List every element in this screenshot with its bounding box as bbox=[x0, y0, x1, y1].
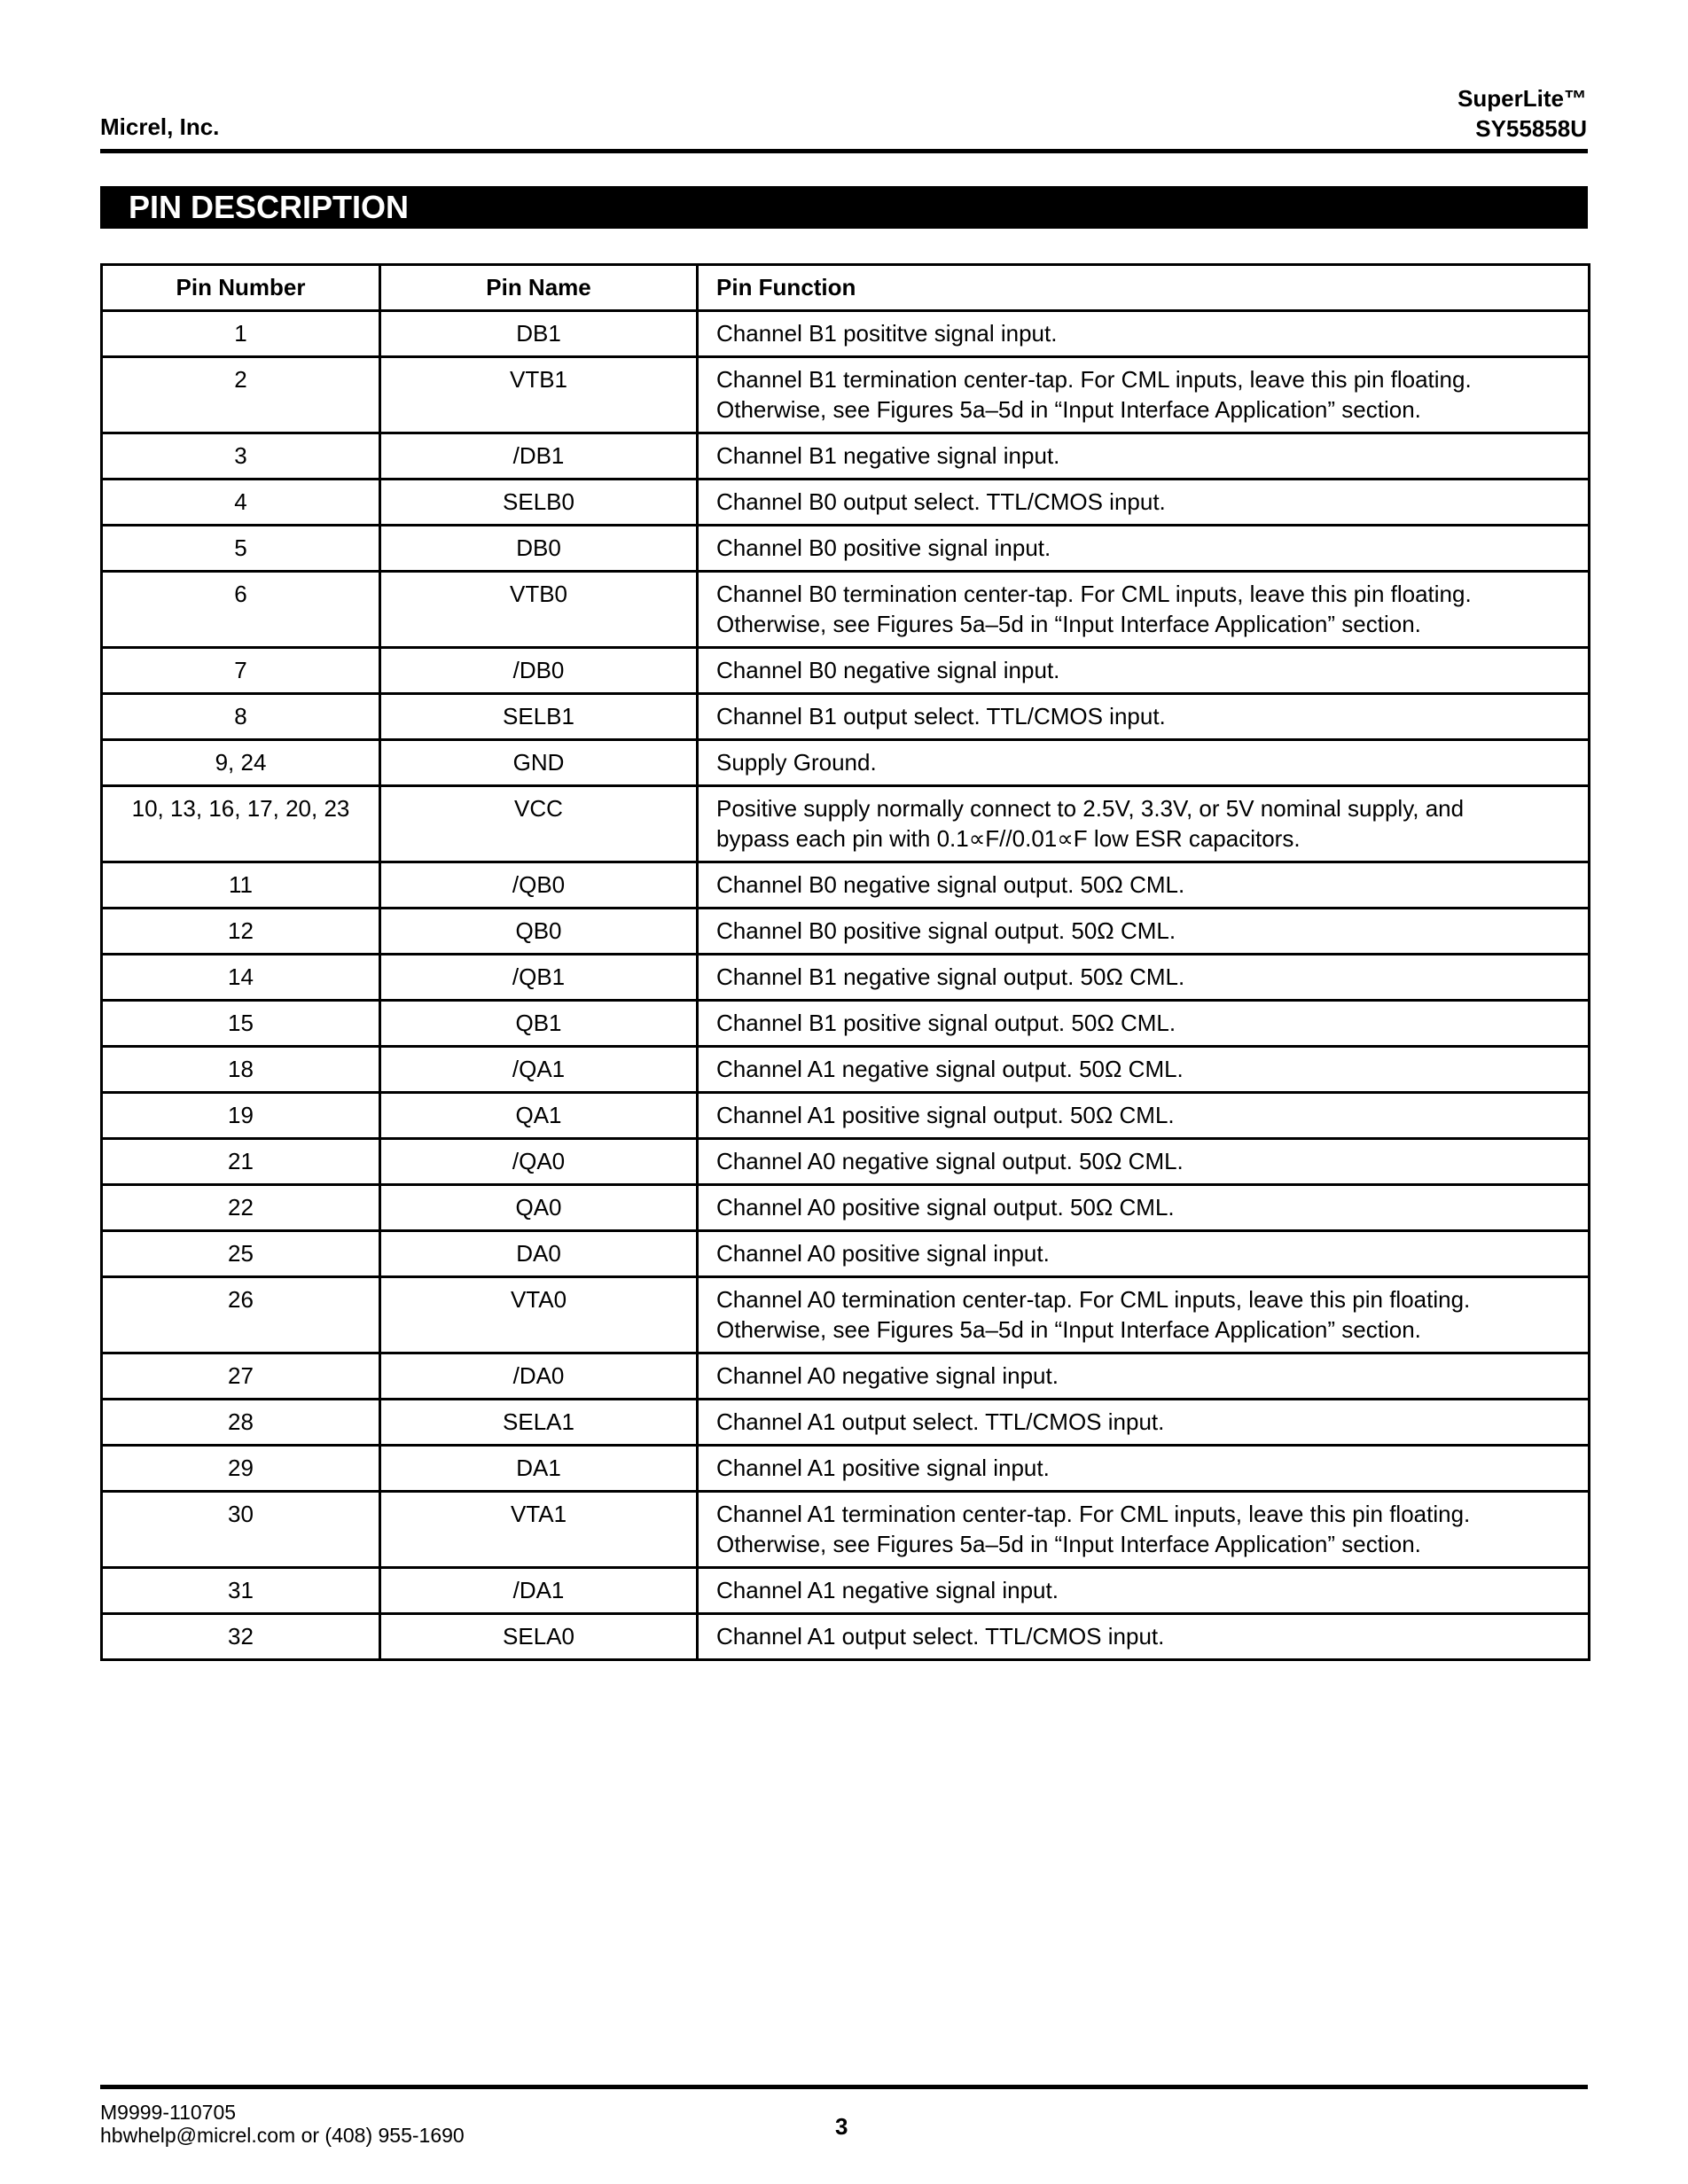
pin-name-cell: /DA1 bbox=[380, 1568, 698, 1614]
pin-number-cell: 4 bbox=[102, 480, 380, 526]
table-row bbox=[102, 955, 1590, 1001]
table-row bbox=[102, 909, 1590, 955]
pin-number-cell: 21 bbox=[102, 1139, 380, 1185]
table-row bbox=[102, 862, 1590, 909]
header-pin-function: Pin Function bbox=[698, 265, 1590, 311]
pin-number-cell: 27 bbox=[102, 1353, 380, 1400]
pin-number-cell: 32 bbox=[102, 1614, 380, 1660]
table-row bbox=[102, 357, 1590, 433]
pin-function-cell bbox=[698, 480, 1590, 526]
pin-function-cell bbox=[698, 1277, 1590, 1353]
pin-name-cell: GND bbox=[380, 740, 698, 786]
pin-number-cell: 11 bbox=[102, 862, 380, 909]
pin-name-cell: SELB1 bbox=[380, 694, 698, 740]
pin-number-cell: 8 bbox=[102, 694, 380, 740]
pin-name-cell: QA1 bbox=[380, 1093, 698, 1139]
pin-number-cell: 6 bbox=[102, 572, 380, 648]
pin-function-line: Channel A1 termination center-tap. For CML inputs, leave this pin floating. bbox=[716, 1501, 1471, 1527]
pin-description-table bbox=[100, 263, 1590, 1661]
pin-function-line: Channel A0 positive signal output. 50Ω CML. bbox=[716, 1194, 1175, 1221]
pin-function-cell bbox=[698, 1139, 1590, 1185]
header-pin-name: Pin Name bbox=[380, 265, 698, 311]
pin-function-cell bbox=[698, 433, 1590, 480]
pin-number-cell: 15 bbox=[102, 1001, 380, 1047]
pin-function-line: Channel A0 termination center-tap. For CML inputs, leave this pin floating. bbox=[716, 1286, 1471, 1313]
document-number: M9999-110705 bbox=[100, 2101, 237, 2124]
table-row bbox=[102, 1277, 1590, 1353]
pin-function-cell bbox=[698, 786, 1590, 862]
table-row bbox=[102, 1400, 1590, 1446]
pin-function-cell bbox=[698, 862, 1590, 909]
pin-function-line: Otherwise, see Figures 5a–5d in “Input Interface Application” section. bbox=[716, 1316, 1421, 1343]
pin-name-cell: /DB0 bbox=[380, 648, 698, 694]
pin-name-cell: VTB1 bbox=[380, 357, 698, 433]
table-row bbox=[102, 1231, 1590, 1277]
pin-name-cell: DA1 bbox=[380, 1446, 698, 1492]
product-identifier bbox=[1457, 83, 1587, 144]
pin-name-cell: /QA1 bbox=[380, 1047, 698, 1093]
pin-function-line: Channel B0 termination center-tap. For CML inputs, leave this pin floating. bbox=[716, 581, 1472, 607]
pin-function-cell bbox=[698, 1400, 1590, 1446]
pin-function-line: Channel A0 negative signal input. bbox=[716, 1362, 1059, 1389]
table-row bbox=[102, 1047, 1590, 1093]
pin-name-cell: QB0 bbox=[380, 909, 698, 955]
pin-function-line: Otherwise, see Figures 5a–5d in “Input Interface Application” section. bbox=[716, 1531, 1421, 1557]
pin-name-cell: QB1 bbox=[380, 1001, 698, 1047]
pin-number-cell: 14 bbox=[102, 955, 380, 1001]
pin-function-line: Channel B0 negative signal output. 50Ω CML. bbox=[716, 871, 1185, 898]
pin-function-cell bbox=[698, 1093, 1590, 1139]
pin-number-cell: 5 bbox=[102, 526, 380, 572]
pin-function-line: Channel B1 negative signal output. 50Ω CML. bbox=[716, 963, 1185, 990]
pin-number-cell: 26 bbox=[102, 1277, 380, 1353]
table-row bbox=[102, 1614, 1590, 1660]
pin-number-cell: 9, 24 bbox=[102, 740, 380, 786]
pin-number-cell: 18 bbox=[102, 1047, 380, 1093]
pin-name-cell: /QB1 bbox=[380, 955, 698, 1001]
part-number: SY55858U bbox=[1475, 115, 1587, 142]
pin-name-cell: SELB0 bbox=[380, 480, 698, 526]
table-row bbox=[102, 1492, 1590, 1568]
pin-function-line: Channel A1 positive signal input. bbox=[716, 1455, 1050, 1481]
pin-name-cell: DB0 bbox=[380, 526, 698, 572]
pin-function-line: Channel B1 positive signal output. 50Ω CML. bbox=[716, 1010, 1176, 1036]
pin-function-line: bypass each pin with 0.1∝F//0.01∝F low ESR capacitors. bbox=[716, 825, 1301, 852]
pin-number-cell: 12 bbox=[102, 909, 380, 955]
pin-function-cell bbox=[698, 1185, 1590, 1231]
pin-function-cell bbox=[698, 909, 1590, 955]
pin-function-line: Channel A1 output select. TTL/CMOS input. bbox=[716, 1623, 1165, 1650]
pin-function-cell bbox=[698, 1492, 1590, 1568]
pin-function-cell bbox=[698, 357, 1590, 433]
pin-function-line: Channel B0 negative signal input. bbox=[716, 657, 1060, 683]
pin-function-line: Otherwise, see Figures 5a–5d in “Input Interface Application” section. bbox=[716, 396, 1421, 423]
pin-number-cell: 28 bbox=[102, 1400, 380, 1446]
pin-number-cell: 22 bbox=[102, 1185, 380, 1231]
table-row bbox=[102, 480, 1590, 526]
pin-function-cell bbox=[698, 1446, 1590, 1492]
pin-name-cell: VTA1 bbox=[380, 1492, 698, 1568]
pin-function-line: Channel B1 negative signal input. bbox=[716, 442, 1060, 469]
pin-function-line: Channel B1 posititve signal input. bbox=[716, 320, 1058, 347]
pin-name-cell: SELA1 bbox=[380, 1400, 698, 1446]
pin-function-line: Channel A1 positive signal output. 50Ω CML. bbox=[716, 1102, 1175, 1128]
pin-function-cell bbox=[698, 1047, 1590, 1093]
pin-function-line: Supply Ground. bbox=[716, 749, 877, 776]
pin-function-cell bbox=[698, 955, 1590, 1001]
pin-function-cell bbox=[698, 1568, 1590, 1614]
table-row bbox=[102, 1353, 1590, 1400]
pin-function-cell bbox=[698, 1231, 1590, 1277]
table-row bbox=[102, 572, 1590, 648]
footer-info bbox=[100, 2101, 465, 2147]
table-row bbox=[102, 433, 1590, 480]
pin-number-cell: 31 bbox=[102, 1568, 380, 1614]
table-row bbox=[102, 526, 1590, 572]
pin-function-cell bbox=[698, 740, 1590, 786]
pin-function-line: Channel B1 termination center-tap. For CML inputs, leave this pin floating. bbox=[716, 366, 1472, 393]
table-row bbox=[102, 648, 1590, 694]
pin-function-line: Channel A1 output select. TTL/CMOS input. bbox=[716, 1408, 1165, 1435]
table-row bbox=[102, 740, 1590, 786]
pin-name-cell: DB1 bbox=[380, 311, 698, 357]
table-row bbox=[102, 1139, 1590, 1185]
table-row bbox=[102, 1446, 1590, 1492]
pin-function-cell bbox=[698, 694, 1590, 740]
pin-function-line: Channel B1 output select. TTL/CMOS input. bbox=[716, 703, 1166, 729]
pin-function-line: Channel B0 positive signal output. 50Ω CML. bbox=[716, 917, 1176, 944]
pin-function-line: Channel A1 negative signal input. bbox=[716, 1577, 1059, 1603]
table-row bbox=[102, 1093, 1590, 1139]
contact-info: hbwhelp@micrel.com or (408) 955-1690 bbox=[100, 2124, 465, 2147]
pin-name-cell: VTB0 bbox=[380, 572, 698, 648]
pin-name-cell: DA0 bbox=[380, 1231, 698, 1277]
pin-function-line: Channel A1 negative signal output. 50Ω CML. bbox=[716, 1056, 1184, 1082]
pin-function-line: Channel A0 negative signal output. 50Ω CML. bbox=[716, 1148, 1184, 1174]
pin-number-cell: 10, 13, 16, 17, 20, 23 bbox=[102, 786, 380, 862]
pin-number-cell: 25 bbox=[102, 1231, 380, 1277]
page-number: 3 bbox=[835, 2113, 848, 2140]
table-row bbox=[102, 694, 1590, 740]
table-row bbox=[102, 786, 1590, 862]
footer-rule bbox=[100, 2085, 1588, 2089]
pin-function-cell bbox=[698, 648, 1590, 694]
pin-function-cell bbox=[698, 572, 1590, 648]
pin-name-cell: /QB0 bbox=[380, 862, 698, 909]
pin-function-cell bbox=[698, 1614, 1590, 1660]
pin-function-line: Channel B0 positive signal input. bbox=[716, 534, 1051, 561]
pin-function-cell bbox=[698, 1001, 1590, 1047]
pin-function-line: Otherwise, see Figures 5a–5d in “Input Interface Application” section. bbox=[716, 611, 1421, 637]
pin-name-cell: VCC bbox=[380, 786, 698, 862]
header-rule bbox=[100, 149, 1588, 153]
pin-function-cell bbox=[698, 311, 1590, 357]
pin-name-cell: SELA0 bbox=[380, 1614, 698, 1660]
pin-number-cell: 30 bbox=[102, 1492, 380, 1568]
pin-number-cell: 19 bbox=[102, 1093, 380, 1139]
company-name: Micrel, Inc. bbox=[100, 113, 220, 140]
table-row bbox=[102, 1001, 1590, 1047]
pin-number-cell: 2 bbox=[102, 357, 380, 433]
pin-name-cell: /QA0 bbox=[380, 1139, 698, 1185]
pin-number-cell: 7 bbox=[102, 648, 380, 694]
table-row bbox=[102, 311, 1590, 357]
pin-number-cell: 3 bbox=[102, 433, 380, 480]
table-header-row bbox=[102, 265, 1590, 311]
pin-number-cell: 1 bbox=[102, 311, 380, 357]
table-row bbox=[102, 1185, 1590, 1231]
section-title: PIN DESCRIPTION bbox=[100, 186, 1588, 229]
pin-function-line: Channel B0 output select. TTL/CMOS input. bbox=[716, 488, 1166, 515]
pin-function-line: Channel A0 positive signal input. bbox=[716, 1240, 1050, 1267]
header-pin-number: Pin Number bbox=[102, 265, 380, 311]
table-row bbox=[102, 1568, 1590, 1614]
pin-number-cell: 29 bbox=[102, 1446, 380, 1492]
pin-name-cell: QA0 bbox=[380, 1185, 698, 1231]
pin-name-cell: /DB1 bbox=[380, 433, 698, 480]
pin-name-cell: /DA0 bbox=[380, 1353, 698, 1400]
pin-name-cell: VTA0 bbox=[380, 1277, 698, 1353]
product-line: SuperLite™ bbox=[1457, 85, 1587, 112]
pin-function-cell bbox=[698, 1353, 1590, 1400]
pin-function-line: Positive supply normally connect to 2.5V, 3.3V, or 5V nominal supply, and bbox=[716, 795, 1465, 822]
pin-function-cell bbox=[698, 526, 1590, 572]
